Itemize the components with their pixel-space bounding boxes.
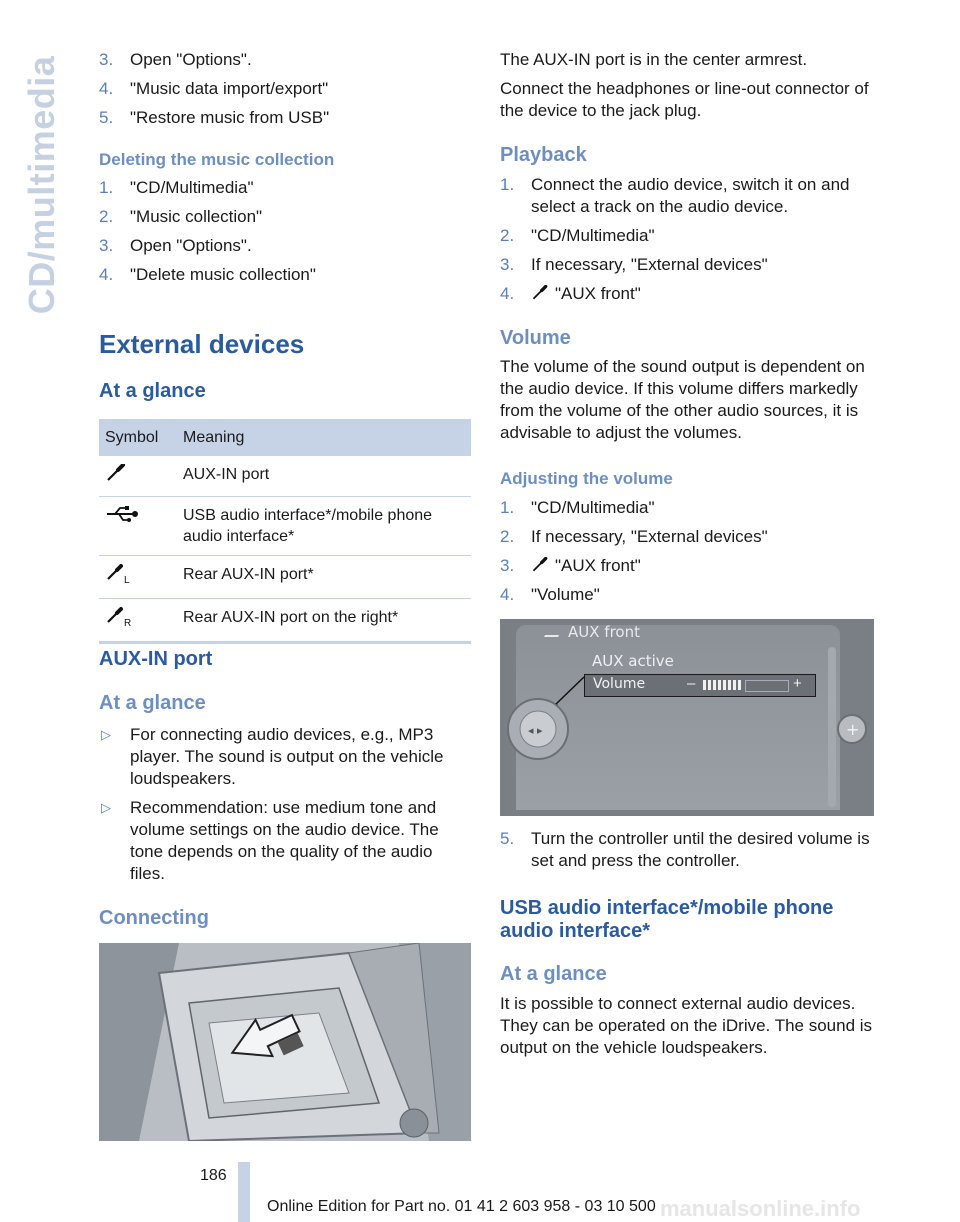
list-item: 3. Open "Options". bbox=[99, 50, 252, 69]
list-item: 5. Turn the controller until the desired volume is set and press the controller. bbox=[500, 829, 870, 870]
list-item: 5. "Restore music from USB" bbox=[99, 108, 330, 127]
table-row: L Rear AUX-IN port* bbox=[99, 556, 471, 599]
list-item: 4. "Delete music collection" bbox=[99, 265, 316, 284]
aux-bullets bbox=[99, 724, 471, 885]
list-item: 4. "Music data import/export" bbox=[99, 79, 329, 98]
svg-text:◂ ▸: ◂ ▸ bbox=[528, 724, 543, 737]
col-meaning: Meaning bbox=[183, 419, 471, 456]
table-row: R Rear AUX-IN port on the right* bbox=[99, 599, 471, 643]
volume-heading: Volume bbox=[500, 327, 571, 349]
aux-rear-right-icon bbox=[105, 607, 135, 627]
list-item: 3. If necessary, "External devices" bbox=[500, 255, 768, 274]
playback-steps bbox=[500, 174, 874, 312]
chapter-sidebar bbox=[22, 40, 62, 330]
table-row: AUX-IN port bbox=[99, 456, 471, 497]
list-item: 3. "AUX front" bbox=[500, 556, 641, 575]
list-item: 2. "CD/Multimedia" bbox=[500, 226, 655, 245]
external-devices-heading: External devices bbox=[99, 329, 305, 359]
delete-heading: Deleting the music collection bbox=[99, 150, 335, 169]
restore-steps bbox=[99, 49, 471, 136]
playback-heading: Playback bbox=[500, 144, 587, 166]
connecting-heading: Connecting bbox=[99, 907, 209, 929]
list-item: 1. "CD/Multimedia" bbox=[500, 498, 655, 517]
volume-paragraph: The volume of the sound output is dependent on the audio device. If this volume differs markedly from the volume of the other audio sources, it is advisable to adjust the volumes. bbox=[500, 357, 865, 442]
symbol-table bbox=[99, 419, 471, 644]
screen-item-aux-active: AUX active bbox=[592, 652, 674, 670]
aux-glance-heading: At a glance bbox=[99, 692, 206, 714]
usb-heading: USB audio interface*/mobile phone audio interface* bbox=[500, 897, 834, 942]
aux-rear-left-icon bbox=[105, 564, 135, 584]
table-header bbox=[99, 419, 471, 456]
list-item: 2. If necessary, "External devices" bbox=[500, 527, 768, 546]
delete-steps bbox=[99, 177, 471, 293]
armrest-illustration bbox=[99, 943, 471, 1141]
screen-title: AUX front bbox=[568, 623, 640, 641]
volume-minus: – bbox=[687, 675, 696, 692]
adjust-steps bbox=[500, 497, 874, 613]
adjust-steps-continued bbox=[500, 828, 874, 872]
page-number: 186 bbox=[200, 1167, 227, 1184]
intro-paragraph-2: Connect the headphones or line-out connector of the device to the jack plug. bbox=[500, 79, 869, 120]
adjust-volume-heading: Adjusting the volume bbox=[500, 469, 673, 488]
aux-in-icon bbox=[105, 464, 127, 482]
list-item: ▷ Recommendation: use medium tone and volume settings on the audio device. The tone depends on the quality of the audio files. bbox=[101, 798, 439, 883]
aux-in-icon bbox=[531, 285, 549, 301]
idrive-screen bbox=[500, 619, 874, 816]
svg-text:L: L bbox=[124, 575, 130, 584]
list-item: 4. "Volume" bbox=[500, 585, 600, 604]
chapter-title: CD/multimedia bbox=[21, 55, 62, 315]
col-symbol: Symbol bbox=[99, 419, 183, 456]
aux-in-icon bbox=[531, 557, 549, 573]
volume-plus: + bbox=[793, 675, 802, 692]
footer-bar bbox=[238, 1162, 250, 1222]
watermark: manualsonline.info bbox=[660, 1196, 861, 1221]
list-item: 2. "Music collection" bbox=[99, 207, 263, 226]
usb-glance-heading: At a glance bbox=[500, 963, 607, 985]
table-row: USB audio interface*/mobile phone audio interface* bbox=[99, 497, 471, 556]
svg-text:R: R bbox=[124, 618, 132, 627]
list-item: 1. Connect the audio device, switch it on and select a track on the audio device. bbox=[500, 175, 850, 216]
list-item: 1. "CD/Multimedia" bbox=[99, 178, 254, 197]
list-item: 4. "AUX front" bbox=[500, 284, 641, 303]
svg-text:+: + bbox=[846, 720, 860, 739]
screen-item-volume: Volume bbox=[593, 676, 646, 692]
at-a-glance-heading: At a glance bbox=[99, 380, 206, 402]
list-item: 3. Open "Options". bbox=[99, 236, 252, 255]
usb-paragraph: It is possible to connect external audio devices. They can be operated on the iDrive. The sound is output on the vehicle loudspeakers. bbox=[500, 994, 873, 1057]
aux-in-heading: AUX-IN port bbox=[99, 648, 213, 670]
usb-icon bbox=[105, 505, 139, 523]
footer-edition-text: Online Edition for Part no. 01 41 2 603 958 - 03 10 500 bbox=[267, 1198, 656, 1215]
list-item: ▷ For connecting audio devices, e.g., MP3 player. The sound is output on the vehicle loudspeakers. bbox=[101, 725, 444, 788]
intro-paragraph-1: The AUX-IN port is in the center armrest. bbox=[500, 50, 808, 69]
